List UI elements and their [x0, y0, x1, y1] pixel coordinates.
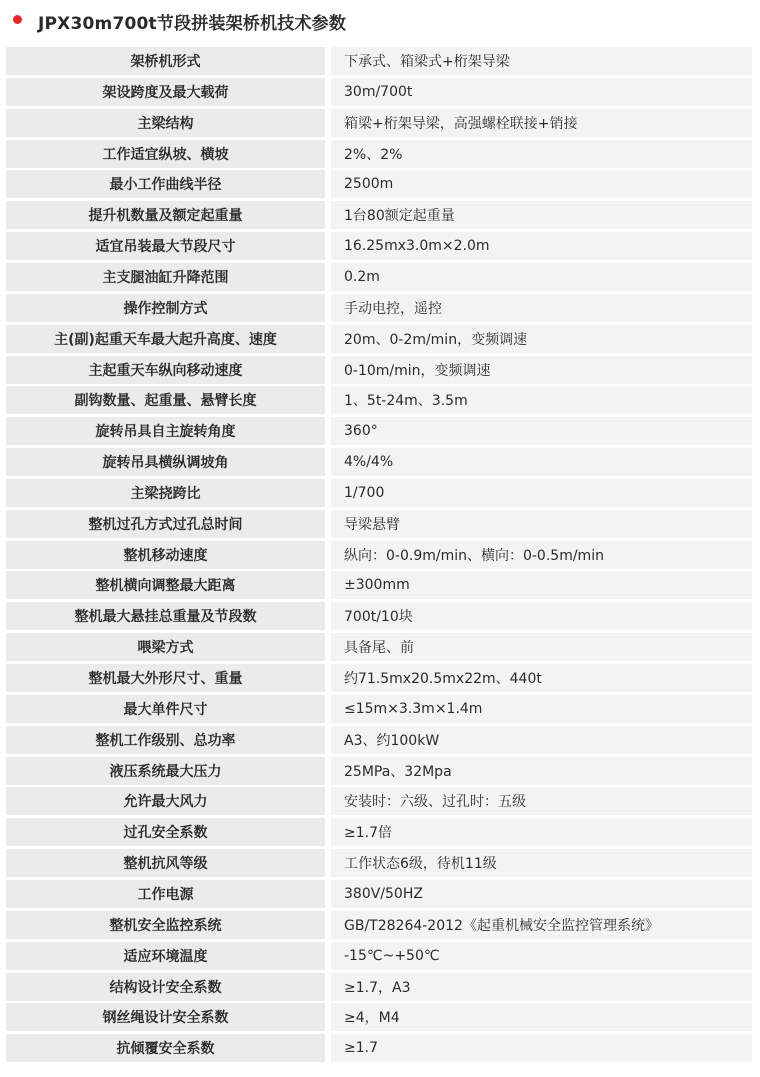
spec-label: 主支腿油缸升降范围: [6, 263, 325, 291]
spec-label: 旋转吊具横纵调坡角: [6, 448, 325, 476]
spec-label: 架桥机形式: [6, 47, 325, 75]
spec-value: ≤15m×3.3m×1.4m: [331, 695, 752, 723]
spec-value: 约71.5mx20.5mx22m、440t: [331, 664, 752, 692]
spec-label: 工作电源: [6, 880, 325, 908]
spec-value: 箱梁+桁架导梁，高强螺栓联接+销接: [331, 109, 752, 137]
spec-label: 架设跨度及最大载荷: [6, 78, 325, 106]
spec-row: [6, 1034, 752, 1065]
spec-label: 结构设计安全系数: [6, 973, 325, 1001]
spec-row: [6, 170, 752, 201]
spec-row: [6, 356, 752, 387]
spec-value: 安装时：六级、过孔时：五级: [331, 787, 752, 815]
spec-label: 操作控制方式: [6, 294, 325, 322]
spec-label: 钢丝绳设计安全系数: [6, 1003, 325, 1031]
spec-row: [6, 109, 752, 140]
spec-label: 整机过孔方式过孔总时间: [6, 510, 325, 538]
spec-row: [6, 571, 752, 602]
title-bar: [0, 0, 760, 44]
spec-row: [6, 78, 752, 109]
spec-row: [6, 263, 752, 294]
spec-row: [6, 818, 752, 849]
spec-row: [6, 541, 752, 572]
spec-value: 工作状态6级，待机11级: [331, 849, 752, 877]
spec-row: [6, 510, 752, 541]
spec-value: 下承式、箱梁式+桁架导梁: [331, 47, 752, 75]
spec-value: 纵向：0-0.9m/min、横向：0-0.5m/min: [331, 541, 752, 569]
spec-value: 360°: [331, 417, 752, 445]
spec-row: [6, 880, 752, 911]
spec-label: 喂梁方式: [6, 633, 325, 661]
spec-row: [6, 417, 752, 448]
spec-value: 2%、2%: [331, 140, 752, 168]
spec-value: 2500m: [331, 170, 752, 198]
spec-row: [6, 911, 752, 942]
spec-row: [6, 633, 752, 664]
spec-label: 主梁结构: [6, 109, 325, 137]
spec-value: 700t/10块: [331, 602, 752, 630]
spec-row: [6, 448, 752, 479]
spec-value: 手动电控，遥控: [331, 294, 752, 322]
spec-row: [6, 757, 752, 788]
spec-label: 允许最大风力: [6, 787, 325, 815]
spec-row: [6, 479, 752, 510]
spec-row: [6, 695, 752, 726]
spec-label: 整机安全监控系统: [6, 911, 325, 939]
spec-row: [6, 140, 752, 171]
spec-value: 1、5t-24m、3.5m: [331, 386, 752, 414]
spec-row: [6, 325, 752, 356]
spec-value: 4%/4%: [331, 448, 752, 476]
spec-label: 最大单件尺寸: [6, 695, 325, 723]
spec-row: [6, 386, 752, 417]
spec-value: 16.25mx3.0m×2.0m: [331, 232, 752, 260]
spec-value: ±300mm: [331, 571, 752, 599]
spec-label: 整机最大悬挂总重量及节段数: [6, 602, 325, 630]
spec-value: 380V/50HZ: [331, 880, 752, 908]
spec-value: -15℃~+50℃: [331, 942, 752, 970]
spec-value: 导梁悬臂: [331, 510, 752, 538]
spec-value: 1/700: [331, 479, 752, 507]
red-dot-bullet-icon: [13, 15, 22, 24]
spec-label: 整机抗风等级: [6, 849, 325, 877]
spec-value: 30m/700t: [331, 78, 752, 106]
spec-value: ≥1.7倍: [331, 818, 752, 846]
page-title: JPX30m700t节段拼装架桥机技术参数: [38, 14, 347, 34]
spec-label: 液压系统最大压力: [6, 757, 325, 785]
spec-row: [6, 664, 752, 695]
spec-row: [6, 942, 752, 973]
spec-label: 整机最大外形尺寸、重量: [6, 664, 325, 692]
spec-label: 抗倾覆安全系数: [6, 1034, 325, 1062]
spec-row: [6, 47, 752, 78]
spec-value: 0.2m: [331, 263, 752, 291]
spec-row: [6, 1003, 752, 1034]
spec-value: 具备尾、前: [331, 633, 752, 661]
spec-label: 整机移动速度: [6, 541, 325, 569]
spec-value: GB/T28264-2012《起重机械安全监控管理系统》: [331, 911, 752, 939]
spec-row: [6, 602, 752, 633]
spec-row: [6, 294, 752, 325]
spec-row: [6, 849, 752, 880]
spec-value: ≥4，M4: [331, 1003, 752, 1031]
spec-row: [6, 201, 752, 232]
spec-label: 主梁挠跨比: [6, 479, 325, 507]
spec-value: ≥1.7: [331, 1034, 752, 1062]
spec-label: 提升机数量及额定起重量: [6, 201, 325, 229]
spec-label: 最小工作曲线半径: [6, 170, 325, 198]
spec-row: [6, 232, 752, 263]
spec-label: 工作适宜纵坡、横坡: [6, 140, 325, 168]
spec-value: 25MPa、32Mpa: [331, 757, 752, 785]
spec-label: 过孔安全系数: [6, 818, 325, 846]
spec-label: 适宜吊装最大节段尺寸: [6, 232, 325, 260]
spec-label: 主(副)起重天车最大起升高度、速度: [6, 325, 325, 353]
spec-row: [6, 787, 752, 818]
spec-label: 主起重天车纵向移动速度: [6, 356, 325, 384]
spec-label: 整机横向调整最大距离: [6, 571, 325, 599]
spec-label: 副钩数量、起重量、悬臂长度: [6, 386, 325, 414]
spec-value: 20m、0-2m/min，变频调速: [331, 325, 752, 353]
spec-label: 适应环境温度: [6, 942, 325, 970]
spec-row: [6, 973, 752, 1004]
spec-value: A3、约100kW: [331, 726, 752, 754]
spec-label: 整机工作级别、总功率: [6, 726, 325, 754]
spec-label: 旋转吊具自主旋转角度: [6, 417, 325, 445]
spec-value: ≥1.7，A3: [331, 973, 752, 1001]
spec-value: 0-10m/min，变频调速: [331, 356, 752, 384]
spec-value: 1台80额定起重量: [331, 201, 752, 229]
spec-row: [6, 726, 752, 757]
